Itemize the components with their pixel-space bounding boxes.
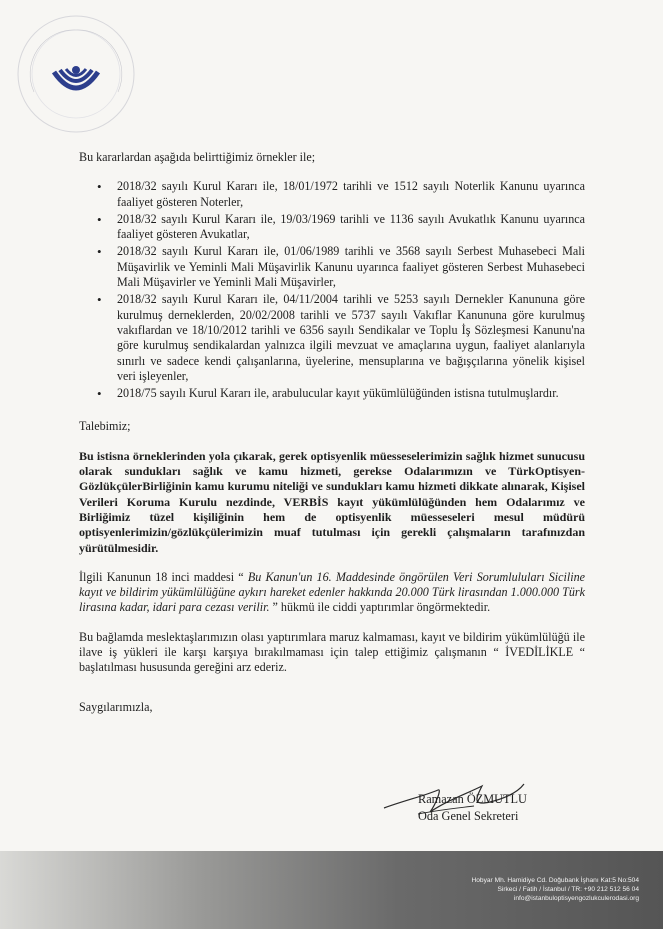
list-item: • 2018/32 sayılı Kurul Kararı ile, 04/11/2004 tarihli ve 5253 sayılı Dernekler Kanununa göre kurulmuş derneklerden, 20/02/2008 tarihli ve 5737 sayılı Vakıflar Kanununa göre kurulmuş vakıflardan ve 18/10/2012 tarihli ve 6356 sayılı Sendikalar ve Toplu İş Sözleşmesi Kanunu'na göre kurulmuş sendikalardan yalnızca ilgili mevzuat ve amaçlarına uygun, faaliyet alanlarıyla sınırlı ve sadece kendi çalışanlarına, üyelerine, mensuplarına ve bağışçılarına yönelik kişisel veri işleyenler, <box>117 292 585 384</box>
chamber-logo <box>14 12 138 136</box>
request-bold-paragraph: Bu istisna örneklerinden yola çıkarak, gerek optisyenlik müesseselerimizin sağlık hizmet sunucusu olarak sundukları sağlık ve kamu hizmeti, gerekse Odalarımızın ve TürkOptisyen-GözlükçülerBirliğinin kamu kurumu niteliği ve sundukları kamu hizmeti dikkate alınarak, Kişisel Verileri Koruma Kurulu nezdinde, VERBİS kayıt yükümlülüğünden hem Odalarımız ve Birliğimiz tüzel kişiliğinin hem de optisyenlik müesseseleri mesul müdürü optisyenlerimizin/gözlükçülerimizin muaf tutulması için gerekli çalışmaların tarafınızdan yürütülmesidir. <box>79 448 585 555</box>
exemption-list <box>79 179 585 401</box>
law-paragraph-start: İlgili Kanunun 18 inci maddesi “ <box>79 569 248 584</box>
urgent-request-paragraph: Bu bağlamda meslektaşlarımızın olası yaptırımlara maruz kalmaması, kayıt ve bildirim yükümlülüğü ile ilave iş yükleri ile karşı karşıya bırakılmaması için talep ettiğimiz çalışmanın “ İVEDİLİKLE “ başlatılması hususunda gereğini arz ederiz. <box>79 629 585 675</box>
law-paragraph <box>79 570 585 616</box>
list-item: • 2018/32 sayılı Kurul Kararı ile, 18/01/1972 tarihli ve 1512 sayılı Noterlik Kanunu uyarınca faaliyet gösteren Noterler, <box>117 179 585 210</box>
list-item: • 2018/32 sayılı Kurul Kararı ile, 19/03/1969 tarihli ve 1136 sayılı Avukatlık Kanunu uyarınca faaliyet gösteren Avukatlar, <box>117 212 585 243</box>
footer-address-line-2: Sirkeci / Fatih / İstanbul / TR: +90 212 512 56 04 <box>497 886 639 894</box>
closing-salutation: Saygılarımızla, <box>79 699 153 714</box>
signatory-title: Oda Genel Sekreteri <box>418 809 519 823</box>
intro-text: Bu kararlardan aşağıda belirttiğimiz örnekler ile; <box>79 150 316 164</box>
list-item: • 2018/32 sayılı Kurul Kararı ile, 01/06/1989 tarihli ve 3568 sayılı Serbest Muhasebeci Mali Müşavirlik ve Yeminli Mali Müşavirlik Kanunu uyarınca faaliyet gösteren Serbest Muhasebeci Mali Müşavirler ve Yeminli Mali Müşavirler, <box>117 244 585 290</box>
list-item: • 2018/75 sayılı Kurul Kararı ile, arabulucular kayıt yükümlülüğünden istisna tutulmuşlardır. <box>117 386 585 401</box>
footer-email: info@istanbuloptisyengozlukculerodasi.org <box>513 895 639 903</box>
footer-contact <box>472 876 640 904</box>
footer-address-line-1: Hobyar Mh. Hamidiye Cd. Doğubank İşhanı Kat:5 No:504 <box>471 877 639 884</box>
signatory-name: Ramazan ÖZMUTLU <box>418 792 527 806</box>
letter-body <box>79 150 585 715</box>
chamber-logo-icon <box>14 12 138 136</box>
law-quote: Bu Kanun'un 16. Maddesinde öngörülen Veri Sorumluluları Siciline kayıt ve bildirim yükümlülüğüne aykırı hareket edenler hakkında 20.000 Türk lirasından 1.000.000 Türk lirasına kadar, idari para cezası verilir. <box>79 569 586 615</box>
request-heading: Talebimiz; <box>79 419 131 434</box>
law-paragraph-end: ” hükmü ile ciddi yaptırımlar öngörmektedir. <box>269 600 491 615</box>
